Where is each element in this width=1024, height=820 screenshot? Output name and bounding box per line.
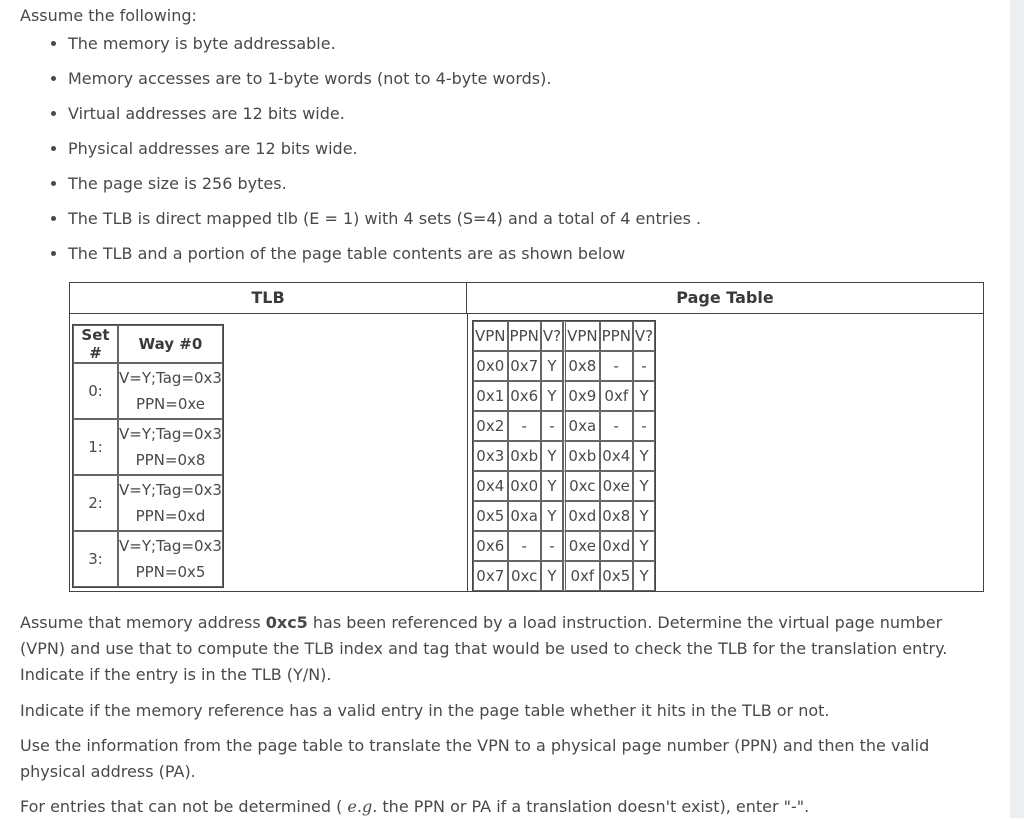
pt-cell-vpn: 0xe	[563, 531, 600, 561]
tlb-entry-tag: V=Y;Tag=0x3	[119, 481, 222, 499]
question-paragraph-3: Use the information from the page table to translate the VPN to a physical page number (PPN) and then the valid physical address (PA).	[20, 736, 930, 781]
pt-cell-ppn: -	[508, 411, 541, 441]
tlb-header-row	[73, 325, 223, 363]
right-scrollbar-track[interactable]	[1010, 0, 1024, 818]
assumption-item: • The TLB is direct mapped tlb (E = 1) with 4 sets (S=4) and a total of 4 entries .	[68, 207, 1000, 231]
tlb-entry-ppn: PPN=0x8	[135, 451, 206, 469]
tlb-table	[72, 324, 224, 588]
pt-cell-vpn: 0x1	[473, 381, 508, 411]
pt-col-vpn: VPN	[563, 321, 600, 351]
pt-cell-valid: -	[633, 351, 655, 381]
example-abbrev: e.g.	[347, 797, 378, 816]
pt-cell-ppn: -	[600, 411, 633, 441]
question-paragraph-1	[20, 610, 985, 688]
tlb-row	[73, 475, 223, 531]
pt-cell-vpn: 0x2	[473, 411, 508, 441]
pt-cell-vpn: 0xf	[563, 561, 600, 591]
assumption-item: • Physical addresses are 12 bits wide.	[68, 137, 1000, 161]
pt-col-valid: V?	[633, 321, 655, 351]
tlb-entry-tag: V=Y;Tag=0x3	[119, 537, 222, 555]
pt-cell-valid: Y	[541, 501, 563, 531]
tlb-row	[73, 419, 223, 475]
page-table-row	[473, 441, 655, 471]
question-paragraph-2: Indicate if the memory reference has a valid entry in the page table whether it hits in the TLB or not.	[20, 701, 830, 720]
tlb-entry-tag: V=Y;Tag=0x3	[119, 425, 222, 443]
pt-cell-vpn: 0x0	[473, 351, 508, 381]
tlb-way-entry	[118, 475, 223, 531]
tlb-row	[73, 363, 223, 419]
pt-cell-ppn: 0x7	[508, 351, 541, 381]
page-table-row	[473, 561, 655, 591]
pt-cell-ppn: 0x4	[600, 441, 633, 471]
pt-cell-valid: Y	[541, 441, 563, 471]
pt-cell-vpn: 0xd	[563, 501, 600, 531]
pt-cell-ppn: 0x0	[508, 471, 541, 501]
pt-cell-ppn: -	[508, 531, 541, 561]
tlb-entry-ppn: PPN=0xe	[135, 395, 206, 413]
pt-cell-valid: Y	[633, 531, 655, 561]
assumption-item: • The page size is 256 bytes.	[68, 172, 1000, 196]
tlb-set-index: 2:	[73, 475, 118, 531]
pt-cell-vpn: 0xb	[563, 441, 600, 471]
tlb-set-index: 3:	[73, 531, 118, 587]
pt-col-ppn: PPN	[600, 321, 633, 351]
problem-text	[20, 4, 1000, 277]
pt-cell-vpn: 0x4	[473, 471, 508, 501]
pt-cell-valid: -	[633, 411, 655, 441]
pt-col-vpn: VPN	[473, 321, 508, 351]
question-paragraph-4	[20, 794, 985, 820]
pt-cell-ppn: 0xe	[600, 471, 633, 501]
pt-cell-ppn: 0xf	[600, 381, 633, 411]
tlb-page-table-container	[69, 282, 984, 592]
column-divider	[467, 314, 468, 591]
pt-cell-vpn: 0x3	[473, 441, 508, 471]
question-text: the PPN or PA if a translation doesn't exist), enter "-".	[377, 797, 810, 816]
tlb-row	[73, 531, 223, 587]
pt-col-ppn: PPN	[508, 321, 541, 351]
tlb-entry-ppn: PPN=0x5	[135, 563, 206, 581]
question-text: For entries that can not be determined (	[20, 797, 348, 816]
pt-cell-valid: Y	[633, 561, 655, 591]
tlb-entry-ppn: PPN=0xd	[135, 507, 206, 525]
pt-cell-valid: -	[541, 411, 563, 441]
page-table-title: Page Table	[467, 283, 983, 314]
pt-cell-valid: Y	[633, 501, 655, 531]
assumption-item: • Memory accesses are to 1-byte words (not to 4-byte words).	[68, 67, 1000, 91]
pt-cell-valid: Y	[633, 471, 655, 501]
intro-text: Assume the following:	[20, 6, 197, 25]
pt-cell-valid: Y	[541, 381, 563, 411]
page-table-row	[473, 531, 655, 561]
pt-cell-valid: Y	[541, 351, 563, 381]
pt-cell-vpn: 0xc	[563, 471, 600, 501]
pt-cell-valid: -	[541, 531, 563, 561]
assumption-list	[20, 32, 1000, 266]
pt-cell-valid: Y	[541, 471, 563, 501]
pt-cell-ppn: 0xb	[508, 441, 541, 471]
pt-cell-vpn: 0x6	[473, 531, 508, 561]
tlb-col-set: Set #	[73, 325, 118, 363]
pt-cell-valid: Y	[633, 381, 655, 411]
tlb-way-entry	[118, 419, 223, 475]
pt-cell-ppn: 0xc	[508, 561, 541, 591]
pt-cell-ppn: -	[600, 351, 633, 381]
page-table	[472, 320, 656, 592]
tlb-title: TLB	[70, 283, 467, 314]
page-table-row	[473, 381, 655, 411]
pt-cell-vpn: 0xa	[563, 411, 600, 441]
pt-cell-ppn: 0x6	[508, 381, 541, 411]
pt-cell-vpn: 0x8	[563, 351, 600, 381]
tlb-set-index: 0:	[73, 363, 118, 419]
pt-cell-valid: Y	[633, 441, 655, 471]
tlb-col-way: Way #0	[118, 325, 223, 363]
pt-cell-vpn: 0x7	[473, 561, 508, 591]
question-text: Assume that memory address	[20, 613, 266, 632]
tlb-way-entry	[118, 363, 223, 419]
pt-cell-ppn: 0x8	[600, 501, 633, 531]
question-text: has been referenced by a load instruction. Determine the virtual page number (VPN) and use that to compute the TLB index and tag that would be used to check the TLB for the translation entry. Indicate if the entry is in the TLB (Y/N).	[20, 613, 948, 684]
page-table-row	[473, 501, 655, 531]
page-table-row	[473, 351, 655, 381]
page-table-row	[473, 411, 655, 441]
page-table-row	[473, 471, 655, 501]
tlb-way-entry	[118, 531, 223, 587]
tlb-entry-tag: V=Y;Tag=0x3	[119, 369, 222, 387]
page-table-header-row	[473, 321, 655, 351]
pt-cell-vpn: 0x5	[473, 501, 508, 531]
assumption-item: • The memory is byte addressable.	[68, 32, 1000, 56]
pt-cell-ppn: 0x5	[600, 561, 633, 591]
pt-col-valid: V?	[541, 321, 563, 351]
pt-cell-ppn: 0xa	[508, 501, 541, 531]
pt-cell-valid: Y	[541, 561, 563, 591]
pt-cell-ppn: 0xd	[600, 531, 633, 561]
pt-cell-vpn: 0x9	[563, 381, 600, 411]
tlb-set-index: 1:	[73, 419, 118, 475]
assumption-item: • The TLB and a portion of the page table contents are as shown below	[68, 242, 1000, 266]
assumption-item: • Virtual addresses are 12 bits wide.	[68, 102, 1000, 126]
memory-address: 0xc5	[265, 613, 308, 632]
